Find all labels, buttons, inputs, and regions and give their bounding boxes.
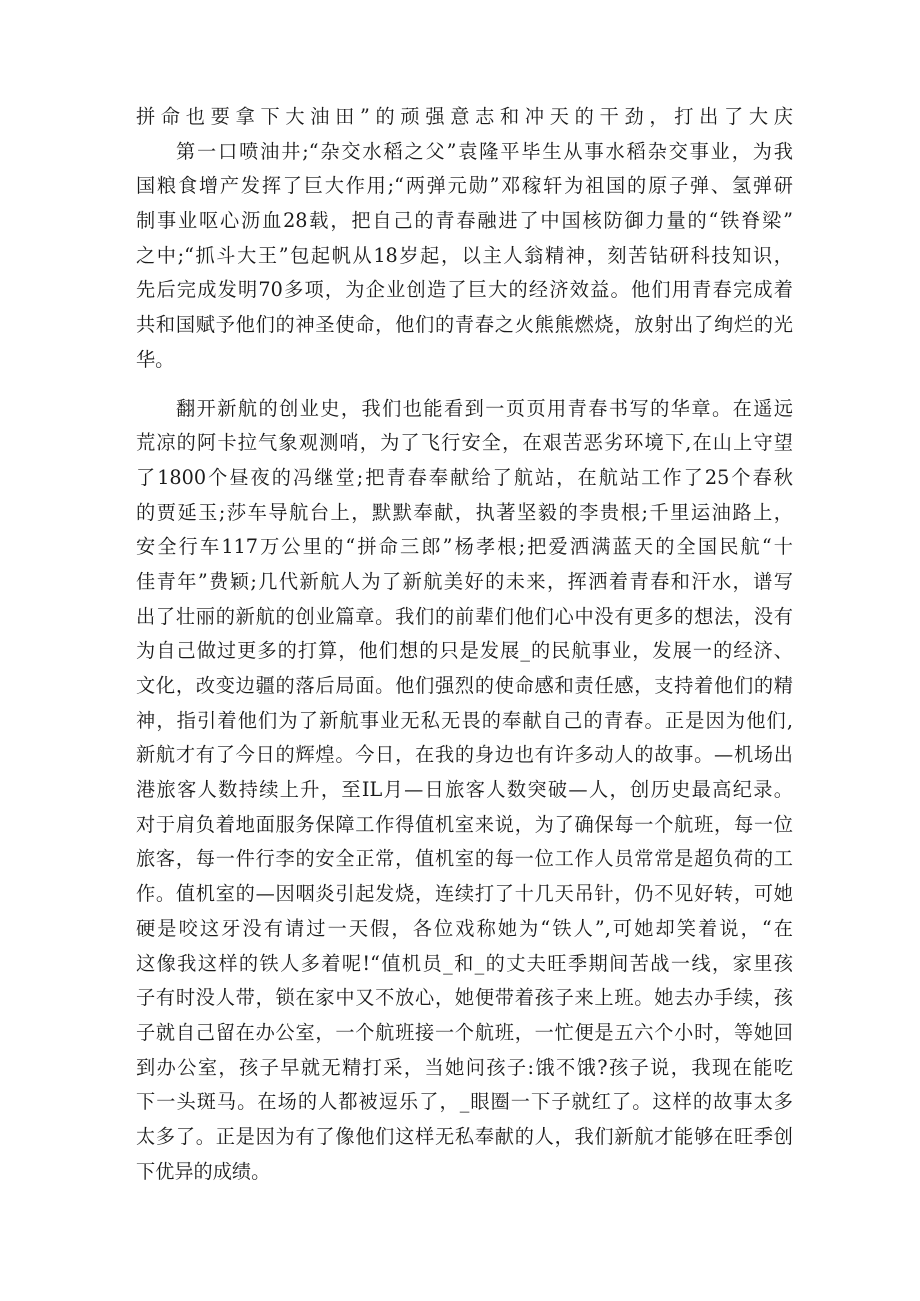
text-line: 这像我这样的铁人多着呢!“值机员_和_的丈夫旺季期间苦战一线，家里孩	[136, 951, 793, 975]
text-line: 硬是咬这牙没有请过一天假，各位戏称她为“铁人”,可她却笑着说，“在	[136, 916, 793, 940]
text-line: 下优异的成绩。	[136, 1159, 271, 1183]
text-line: 为自己做过更多的打算，他们想的只是发展_的民航事业，发展一的经济、	[136, 639, 793, 663]
text-line: 佳青年”费颖;几代新航人为了新航美好的未来，挥洒着青春和汗水，谱写	[136, 569, 793, 593]
text-line: 翻开新航的创业史，我们也能看到一页页用青春书写的华章。在遥远	[176, 396, 793, 420]
text-line: 港旅客人数持续上升，至IL月—日旅客人数突破—人，创历史最高纪录。	[136, 778, 793, 802]
text-line: 新航才有了今日的辉煌。今日，在我的身边也有许多动人的故事。—机场出	[136, 743, 793, 767]
text-line: 共和国赋予他们的神圣使命，他们的青春之火熊熊燃烧，放射出了绚烂的光	[136, 313, 793, 337]
paragraph-spacer	[136, 378, 793, 392]
document-page	[136, 100, 793, 1189]
paragraph	[136, 100, 793, 135]
text-line: 的贾延玉;莎车导航台上，默默奉献，执著坚毅的李贵根;千里运油路上，	[136, 500, 793, 524]
text-line: 华。	[136, 347, 175, 371]
text-line: 太多了。正是因为有了像他们这样无私奉献的人，我们新航才能够在旺季创	[136, 1124, 793, 1148]
paragraph	[136, 135, 793, 378]
text-line: 神，指引着他们为了新航事业无私无畏的奉献自己的青春。正是因为他们,	[136, 708, 793, 732]
text-line: 安全行车117万公里的“拼命三郎”杨孝根;把爱洒满蓝天的全国民航“十	[136, 535, 793, 559]
text-line: 子就自己留在办公室，一个航班接一个航班，一忙便是五六个小时，等她回	[136, 1020, 793, 1044]
text-line: 荒凉的阿卡拉气象观测哨，为了飞行安全，在艰苦恶劣环境下,在山上守望	[136, 431, 793, 455]
text-line: 之中;“抓斗大王”包起帆从18岁起，以主人翁精神，刻苦钻研科技知识，	[136, 243, 793, 267]
text-line: 文化，改变边疆的落后局面。他们强烈的使命感和责任感，支持着他们的精	[136, 674, 793, 697]
text-line: 旅客，每一件行李的安全正常，值机室的每一位工作人员常常是超负荷的工	[136, 847, 793, 871]
text-line: 国粮食增产发挥了巨大作用;“两弹元勋”邓稼轩为祖国的原子弹、氢弹研	[136, 174, 793, 198]
text-line: 作。值机室的—因咽炎引起发烧，连续打了十几天吊针，仍不见好转，可她	[136, 882, 793, 906]
text-line: 制事业呕心沥血28载，把自己的青春融进了中国核防御力量的“铁脊梁”	[136, 209, 793, 233]
text-line: 了1800个昼夜的冯继堂;把青春奉献给了航站，在航站工作了25个春秋	[136, 465, 793, 489]
text-line: 先后完成发明70多项，为企业创造了巨大的经济效益。他们用青春完成着	[136, 278, 793, 302]
text-line: 第一口喷油井;“杂交水稻之父”袁隆平毕生从事水稻杂交事业，为我	[176, 139, 793, 163]
text-line: 拼命也要拿下大油田”的顽强意志和冲天的干劲，打出了大庆	[136, 105, 793, 128]
text-line: 子有时没人带，锁在家中又不放心，她便带着孩子来上班。她去办手续，孩	[136, 986, 793, 1010]
text-line: 出了壮丽的新航的创业篇章。我们的前辈们他们心中没有更多的想法，没有	[136, 604, 793, 628]
paragraph	[136, 392, 793, 1190]
text-line: 到办公室，孩子早就无精打采，当她问孩子:饿不饿?孩子说，我现在能吃	[136, 1055, 793, 1079]
text-line: 下一头斑马。在场的人都被逗乐了，_眼圈一下子就红了。这样的故事太多	[136, 1090, 793, 1114]
text-line: 对于肩负着地面服务保障工作得值机室来说，为了确保每一个航班，每一位	[136, 812, 793, 836]
